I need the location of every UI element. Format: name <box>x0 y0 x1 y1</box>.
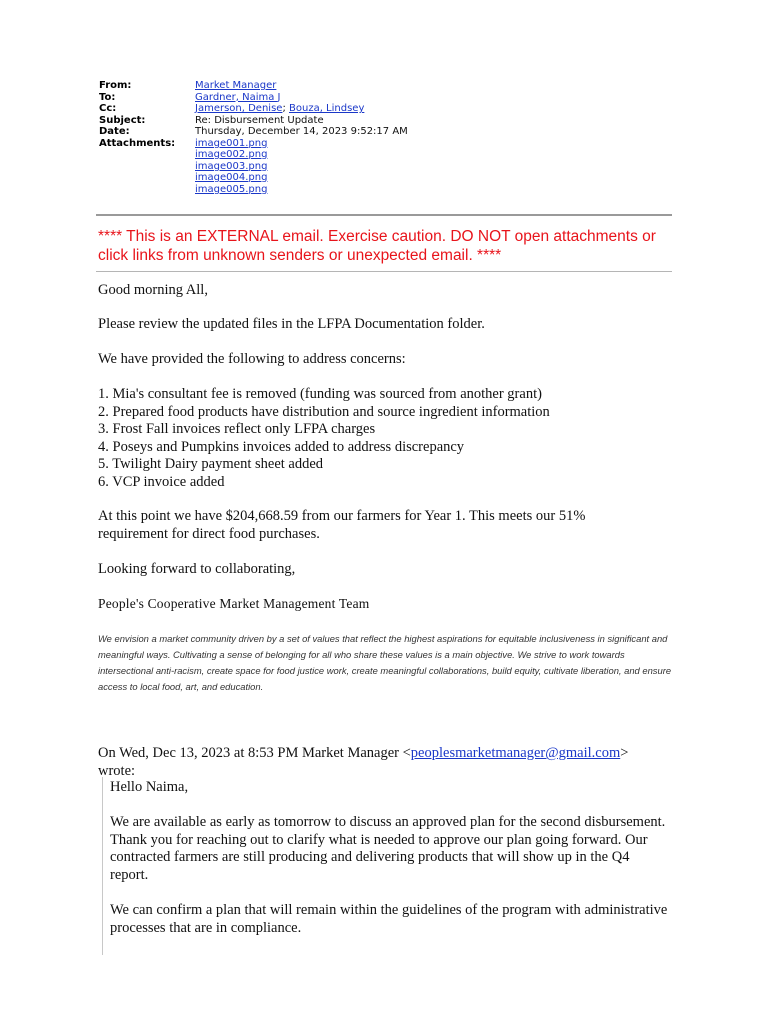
quoted-paragraph-1: We are available as early as tomorrow to discuss an approved plan for the second disbursement. Thank you for reaching out to clarify what is needed to approve our plan going forward. Our contracted farmers are still producing and delivering products that will show up in the Q4 report. <box>110 814 666 883</box>
cc-separator: ; <box>282 103 286 114</box>
paragraph-funding <box>98 508 585 543</box>
cc-label: Cc: <box>99 103 117 114</box>
date-label: Date: <box>99 126 130 137</box>
from-row <box>99 80 408 92</box>
cc-link-bouza[interactable]: Bouza, Lindsey <box>289 103 365 114</box>
list-item: 5. Twilight Dairy payment sheet added <box>98 456 324 472</box>
to-label: To: <box>99 91 116 103</box>
cc-link-jamerson[interactable]: Jamerson, Denise <box>195 103 283 114</box>
quote-intro <box>98 745 668 780</box>
closing: Looking forward to collaborating, <box>98 561 296 577</box>
warning-divider <box>96 271 672 272</box>
to-row <box>99 92 408 104</box>
attachment-link[interactable]: image005.png <box>195 183 268 195</box>
from-label: From: <box>99 80 132 91</box>
attachment-link[interactable]: image002.png <box>195 149 268 160</box>
concerns-list <box>98 386 550 491</box>
attachments-row <box>99 138 408 196</box>
quote-intro-suffix: > <box>620 745 629 761</box>
attachment-link[interactable]: image001.png <box>195 137 268 149</box>
cc-row <box>99 103 408 115</box>
quoted-greeting: Hello Naima, <box>110 779 189 795</box>
quote-bar <box>102 777 103 955</box>
greeting: Good morning All, <box>98 282 208 298</box>
list-item: 4. Poseys and Pumpkins invoices added to address discrepancy <box>98 438 465 455</box>
attachment-link[interactable]: image003.png <box>195 160 268 172</box>
list-item: 3. Frost Fall invoices reflect only LFPA charges <box>98 421 376 437</box>
quoted-paragraph-2: We can confirm a plan that will remain within the guidelines of the program with administrative processes that are in compliance. <box>110 902 668 936</box>
subject-label: Subject: <box>99 114 146 126</box>
email-header <box>99 80 408 195</box>
from-link[interactable]: Market Manager <box>195 80 277 91</box>
funding-line-1: At this point we have $204,668.59 from our farmers for Year 1. This meets our 51% <box>98 508 586 524</box>
funding-line-2: requirement for direct food purchases. <box>98 525 320 542</box>
external-warning-banner: **** This is an EXTERNAL email. Exercise caution. DO NOT open attachments or click links from unknown senders or unexpected email. **** <box>98 228 656 264</box>
signature: People's Cooperative Market Management Team <box>98 596 370 611</box>
date-value: Thursday, December 14, 2023 9:52:17 AM <box>195 126 408 137</box>
list-item: 6. VCP invoice added <box>98 473 225 490</box>
list-item: 2. Prepared food products have distribution and source ingredient information <box>98 403 550 420</box>
vision-statement: We envision a market community driven by a set of values that reflect the highest aspirations for equitable inclusiveness in significant and meaningful ways. Cultivating a sense of belonging for all who share these values is a main objective. We strive to work towards intersectional anti-racism, create space for food justice work, create meaningful collaborations, build equity, cultivate liberation, and ensure access to local food, art, and education. <box>98 633 672 692</box>
attachment-list <box>195 138 267 196</box>
quote-intro-prefix: On Wed, Dec 13, 2023 at 8:53 PM Market Manager < <box>98 745 411 761</box>
attachments-label: Attachments: <box>99 137 176 149</box>
subject-value: Re: Disbursement Update <box>195 114 324 126</box>
attachment-link[interactable]: image004.png <box>195 172 268 183</box>
header-divider <box>96 214 672 216</box>
quote-wrote: wrote: <box>98 762 136 779</box>
paragraph-review: Please review the updated files in the LFPA Documentation folder. <box>98 316 485 332</box>
sender-email-link[interactable]: peoplesmarketmanager@gmail.com <box>410 745 621 761</box>
date-row <box>99 126 408 138</box>
paragraph-provided: We have provided the following to address concerns: <box>98 351 406 367</box>
to-link[interactable]: Gardner, Naima J <box>195 91 281 103</box>
list-item: 1. Mia's consultant fee is removed (funding was sourced from another grant) <box>98 386 542 402</box>
subject-row <box>99 115 408 127</box>
